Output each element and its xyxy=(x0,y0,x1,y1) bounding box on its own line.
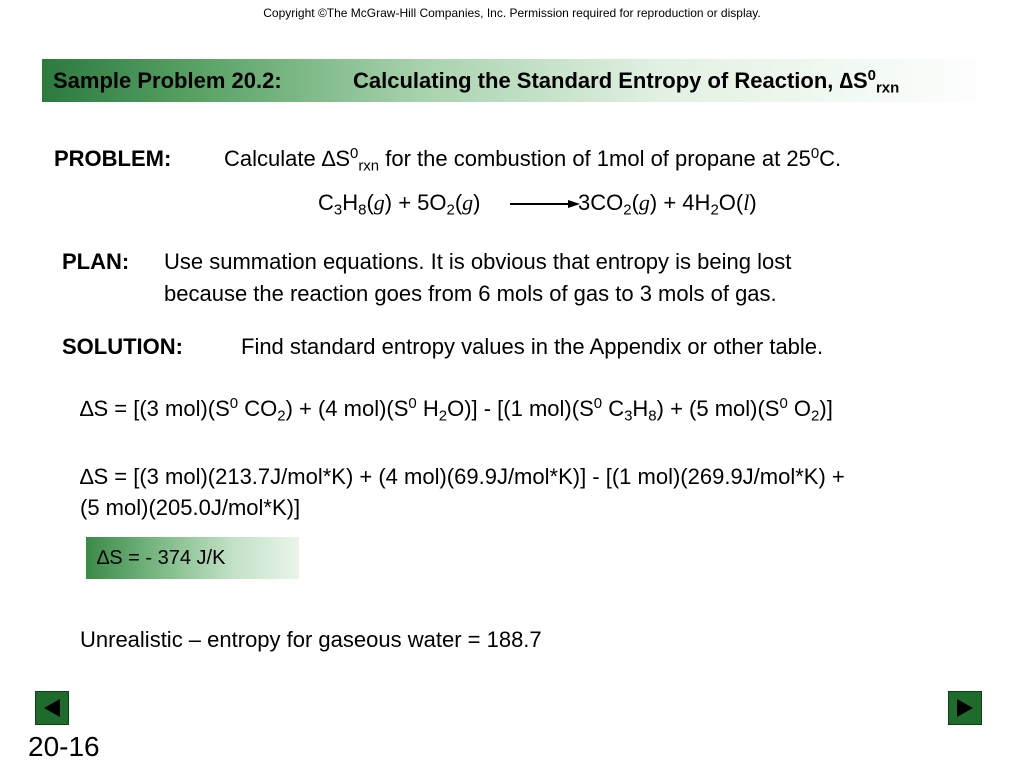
slide-number: 20-16 xyxy=(28,731,100,762)
reaction-arrow-icon xyxy=(510,199,580,209)
reaction-products: $3CO_2(g) + 4H_2O(l)$ xyxy=(578,190,757,219)
entropy-summation-equation: ∆S = [(3 $mol)(S^0$ $CO_2) + (4$ $mol)(S^0$ $H_2O)] - [(1$ $mol)(S^0$ $C_3H_8) + (5$ $mol)(S^0$ $O_2$)] xyxy=(80,394,833,425)
note-text: Unrealistic – entropy for gaseous water = 188.7 xyxy=(80,627,542,652)
plan-label: PLAN: xyxy=(62,249,130,274)
problem-label: PROBLEM: xyxy=(54,146,172,171)
solution-text: Find standard entropy values in the Appendix or other table. xyxy=(241,334,824,359)
slide-title: Calculating the Standard Entropy of Reaction, $\Delta S^0_{rxn}$ xyxy=(353,66,900,97)
previous-slide-button[interactable] xyxy=(35,691,69,725)
next-slide-button[interactable] xyxy=(948,691,982,725)
entropy-values-equation-line-2: (5 mol)(205.0J/mol*K)] xyxy=(80,495,301,520)
answer-value: ∆S = - 374 J/K xyxy=(97,547,226,569)
entropy-values-equation-line-1: ∆S = [(3 mol)(213.7J/mol*K) + (4 mol)(69.9J/mol*K)] - [(1 mol)(269.9J/mol*K) + xyxy=(80,464,845,489)
plan-text-line-2: because the reaction goes from 6 mols of gas to 3 mols of gas. xyxy=(164,281,777,306)
reaction-reactants: $C_3H_8(g) + 5O_2(g)$ xyxy=(318,190,481,219)
plan-text-line-1: Use summation equations. It is obvious that entropy is being lost xyxy=(164,249,792,274)
problem-statement: Calculate $\Delta S^0_{rxn}$ for the combustion of 1mol of propane at $25^0C$. xyxy=(224,144,842,175)
sample-problem-label: Sample Problem 20.2: xyxy=(53,68,282,93)
copyright-notice: Copyright ©The McGraw-Hill Companies, Inc. Permission required for reproduction or display. xyxy=(263,6,761,20)
solution-label: SOLUTION: xyxy=(62,334,183,359)
triangle-left-icon xyxy=(40,696,64,720)
triangle-right-icon xyxy=(953,696,977,720)
